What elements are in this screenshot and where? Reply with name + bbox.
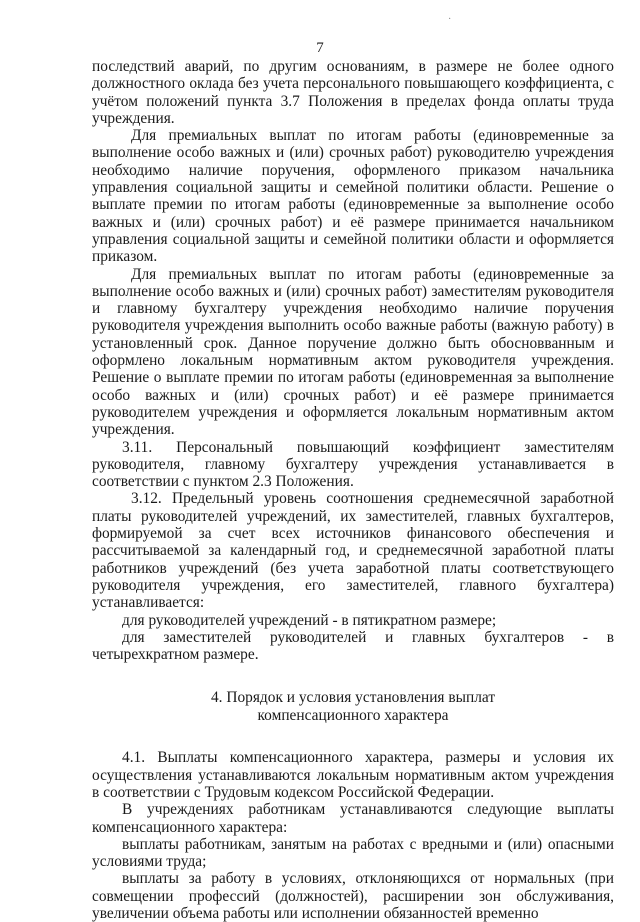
section-heading-line-2: компенсационного характера	[257, 707, 449, 725]
paragraph-compensation-intro: В учреждениях работникам устанавливаются следующие выплаты компенсационного характера:	[92, 801, 614, 836]
paragraph-abnormal-conditions: выплаты за работу в условиях, отклоняющихся от нормальных (при совмещении профессий (должностей), расширении зон обслуживания, увеличении объема работы или исполнении обязанностей временно	[92, 870, 614, 922]
paragraph-3-12: 3.12. Предельный уровень соотношения среднемесячной заработной платы руководителей учреждений, их заместителей, главных бухгалтеров, формируемой за счет всех источников финансового обеспечения и рассчитываемой за календарный год, и среднемесячной заработной платы работников учреждений (без учета заработной платы соответствующего руководителя учреждения, его заместителей, главного бухгалтера) устанавливается:	[92, 490, 614, 612]
scan-mark: ·	[448, 14, 452, 25]
paragraph-3-11: 3.11. Персональный повышающий коэффициент заместителям руководителя, главному бухгалтеру учреждения устанавливается в соответствии с пунктом 2.3 Положения.	[92, 438, 614, 491]
paragraph-continuation: последствий аварий, по другим основаниям, в размере не более одного должностного оклада без учета персонального повышающего коэффициента, с учётом положений пункта 3.7 Положения в пределах фонда оплаты труда учреждения.	[92, 58, 614, 127]
paragraph-4-1: 4.1. Выплаты компенсационного характера, размеры и условия их осуществления устанавливаются локальным нормативным актом учреждения в соответствии с Трудовым кодексом Российской Федерации.	[92, 749, 614, 801]
paragraph-premium-deputies: Для премиальных выплат по итогам работы (единовременные за выполнение особо важных и (или) срочных работ) заместителям руководителя и главному бухгалтеру учреждения необходимо наличие поручения руководителя учреждения выполнить особо важные работы (важную работу) в установленный срок. Данное поручение должно быть обосновванным и оформлено локальным нормативным актом руководителя учреждения. Решение о выплате премии по итогам работы (единовременная за выполнение особо важных и (или) срочных работ) и её размере принимается руководителем учреждения и оформляется локальным нормативным актом учреждения.	[92, 265, 614, 439]
paragraph-directors-ratio: для руководителей учреждений - в пятикратном размере;	[122, 611, 497, 629]
paragraph-hazardous-work: выплаты работникам, занятым на работах с вредными и (или) опасными условиями труда;	[92, 835, 614, 871]
section-4-heading	[92, 689, 614, 725]
page-number: 7	[316, 40, 324, 56]
paragraph-deputies-ratio: для заместителей руководителей и главных бухгалтеров - в четырехкратном размере.	[92, 628, 614, 664]
section-heading-line-1: 4. Порядок и условия установления выплат	[210, 689, 496, 707]
paragraph-premium-director: Для премиальных выплат по итогам работы (единовременные за выполнение особо важных и (или) срочных работ) руководителю учреждения необходимо наличие поручения, оформленого приказом начальника управления социальной защиты и семейной политики области. Решение о выплате премии по итогам работы (единовременные за выполнение особо важных и (или) срочных работ) и её размере принимается начальником управления социальной защиты и семейной политики области и оформляется приказом.	[92, 127, 614, 266]
document-body	[92, 58, 614, 922]
